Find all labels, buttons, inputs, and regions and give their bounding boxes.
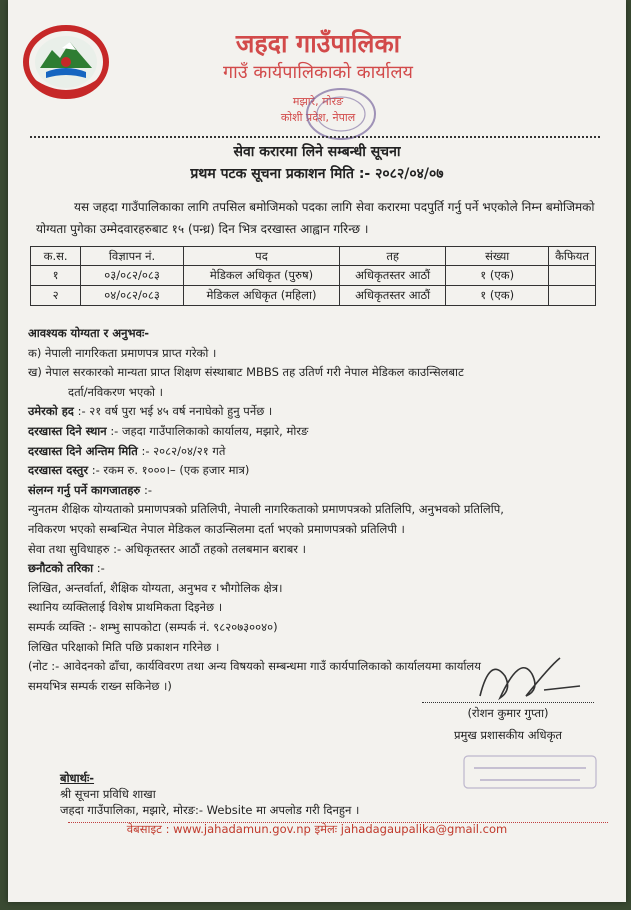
selection-colon: :- bbox=[96, 561, 105, 576]
selection-method: लिखित, अन्तर्वार्ता, शैक्षिक योग्यता, अनुभव र भौगोलिक क्षेत्र। bbox=[28, 580, 283, 595]
table-row bbox=[31, 266, 596, 286]
application-deadline bbox=[28, 442, 608, 462]
cell-post: मेडिकल अधिकृत (पुरुष) bbox=[183, 266, 339, 286]
cc-line1: श्री सूचना प्रविधि शाखा bbox=[60, 787, 156, 801]
col-sn: क.स. bbox=[31, 247, 81, 266]
note-line2: समयभित्र सम्पर्क राख्न सकिनेछ ।) bbox=[28, 678, 172, 693]
requirements-heading: आवश्यक योग्यता र अनुभवः- bbox=[28, 326, 150, 340]
cell-remarks bbox=[549, 266, 596, 286]
cc-heading: बोधार्थः- bbox=[60, 771, 95, 785]
notice-intro: यस जहदा गाउँपालिकाका लागि तपसिल बमोजिमको पदका लागि सेवा करारमा पदपुर्ति गर्नु पर्ने भएकोले निम्न बमोजिमको योग्यता पुगेका उम्मेदवारहरुबाट १५ (पन्ध्र) दिन भित्र दरखास्त आह्वान गरिन्छ । bbox=[36, 200, 595, 236]
requirements-section bbox=[28, 324, 608, 696]
place-value: :- जहदा गाउँपालिकाको कार्यालय, मझारे, मोरङ bbox=[110, 423, 309, 438]
fee-value: :- रकम रु. १०००।– (एक हजार मात्र) bbox=[91, 463, 250, 478]
application-place bbox=[28, 422, 608, 442]
email-label: इमेलः bbox=[314, 822, 338, 836]
office-place: मझारे, मोरङ bbox=[292, 95, 344, 108]
signatory-title: प्रमुख प्रशासकीय अधिकृत bbox=[454, 728, 562, 742]
cell-ad-no: ०४/०८२/०८३ bbox=[81, 286, 184, 306]
cell-level: अधिकृतस्तर आठौं bbox=[340, 266, 446, 286]
contact-person: सम्पर्क व्यक्ति :- शम्भु सापकोटा (सम्पर्क नं. ९८२०७३००४०) bbox=[28, 619, 278, 634]
header-divider bbox=[30, 136, 600, 138]
age-label: उमेरको हद bbox=[28, 404, 74, 419]
website-label: वेबसाइट : bbox=[126, 822, 170, 836]
cc-line2: जहदा गाउँपालिका, मझारे, मोरङ:- Website मा अपलोड गरी दिनहुन । bbox=[60, 803, 360, 817]
documents-heading bbox=[28, 481, 608, 501]
local-priority: स्थानिय व्यक्तिलाई विशेष प्राथमिकता दिइनेछ । bbox=[28, 600, 223, 615]
office-province: कोशी प्रदेश, नेपाल bbox=[280, 111, 356, 124]
requirement-b-line1: ख) नेपाल सरकारको मान्यता प्राप्त शिक्षण संस्थाबाट MBBS तह उतिर्ण गरी नेपाल मेडिकल काउन्सिलबाट bbox=[28, 365, 464, 380]
notice-title: सेवा करारमा लिने सम्बन्धी सूचना bbox=[233, 144, 401, 160]
email-link[interactable]: jahadagaupalika@gmail.com bbox=[340, 822, 508, 836]
cell-count: १ (एक) bbox=[446, 286, 549, 306]
table-header-row bbox=[31, 247, 596, 266]
col-post: पद bbox=[183, 247, 339, 266]
nepal-emblem-icon bbox=[22, 22, 110, 100]
notice-document bbox=[8, 0, 626, 902]
col-count: संख्या bbox=[446, 247, 549, 266]
signature-line bbox=[422, 702, 594, 703]
cell-post: मेडिकल अधिकृत (महिला) bbox=[183, 286, 339, 306]
documents-line1: न्युनतम शैक्षिक योग्यताको प्रमाणपत्रको प्रतिलिपी, नेपाली नागरिकताको प्रमाणपत्रको प्रतिलिपि, अनुभवको प्रतिलिपि, bbox=[28, 502, 504, 517]
docs-colon: :- bbox=[143, 482, 152, 497]
application-fee bbox=[28, 461, 608, 481]
deadline-label: दरखास्त दिने अन्तिम मिति bbox=[28, 443, 138, 458]
office-stamp-icon bbox=[302, 84, 380, 144]
cell-level: अधिकृतस्तर आठौं bbox=[340, 286, 446, 306]
benefits: सेवा तथा सुविधाहरु :- अधिकृतस्तर आठौं तहको तलबमान बराबर । bbox=[28, 541, 307, 556]
place-label: दरखास्त दिने स्थान bbox=[28, 423, 107, 438]
cell-sn: १ bbox=[31, 266, 81, 286]
requirement-a: क) नेपाली नागरिकता प्रमाणपत्र प्राप्त गरेको । bbox=[28, 345, 217, 360]
docs-label: संलग्न गर्नु पर्ने कागजातहरु bbox=[28, 482, 141, 497]
exam-date: लिखित परिक्षाको मिति पछि प्रकाशन गरिनेछ । bbox=[28, 639, 220, 654]
col-remarks: कैफियत bbox=[549, 247, 596, 266]
vacancy-table bbox=[30, 246, 596, 306]
age-limit bbox=[28, 402, 608, 422]
officer-seal-icon bbox=[460, 752, 600, 792]
note-line1: (नोट :- आवेदनको ढाँचा, कार्यविवरण तथा अन्य विषयको सम्बन्धमा गाउँ कार्यपालिकाको कार्यालयमा कार्यालय bbox=[28, 659, 481, 674]
table-row bbox=[31, 286, 596, 306]
documents-line2: नविकरण भएको सम्बन्धित नेपाल मेडिकल काउन्सिलमा दर्ता भएको प्रमाणपत्रको प्रतिलिपी । bbox=[28, 521, 405, 536]
selection-label: छनौटको तरिका bbox=[28, 561, 94, 576]
col-ad-no: विज्ञापन नं. bbox=[81, 247, 184, 266]
cell-remarks bbox=[549, 286, 596, 306]
requirement-b-line2: दर्ता/नविकरण भएको । bbox=[68, 384, 164, 399]
cell-ad-no: ०३/०८२/०८३ bbox=[81, 266, 184, 286]
cell-count: १ (एक) bbox=[446, 266, 549, 286]
selection-heading bbox=[28, 559, 608, 579]
signatory-name: (रोशन कुमार गुप्ता) bbox=[467, 706, 549, 720]
fee-label: दरखास्त दस्तुर bbox=[28, 463, 89, 478]
col-level: तह bbox=[340, 247, 446, 266]
deadline-value: :- २०८२/०४/२१ गते bbox=[141, 443, 226, 458]
municipality-title: जहदा गाउँपालिका bbox=[235, 29, 401, 58]
publish-date: प्रथम पटक सूचना प्रकाशन मिति :- २०८२/०४/०७ bbox=[190, 166, 444, 182]
website-link[interactable]: www.jahadamun.gov.np bbox=[173, 822, 311, 836]
office-subtitle: गाउँ कार्यपालिकाको कार्यालय bbox=[223, 62, 413, 83]
cell-sn: २ bbox=[31, 286, 81, 306]
cc-section bbox=[60, 770, 460, 818]
footer-contact bbox=[8, 822, 626, 837]
age-value: :- २१ वर्ष पुरा भई ४५ वर्ष ननाघेको हुनु पर्नेछ । bbox=[77, 404, 273, 419]
